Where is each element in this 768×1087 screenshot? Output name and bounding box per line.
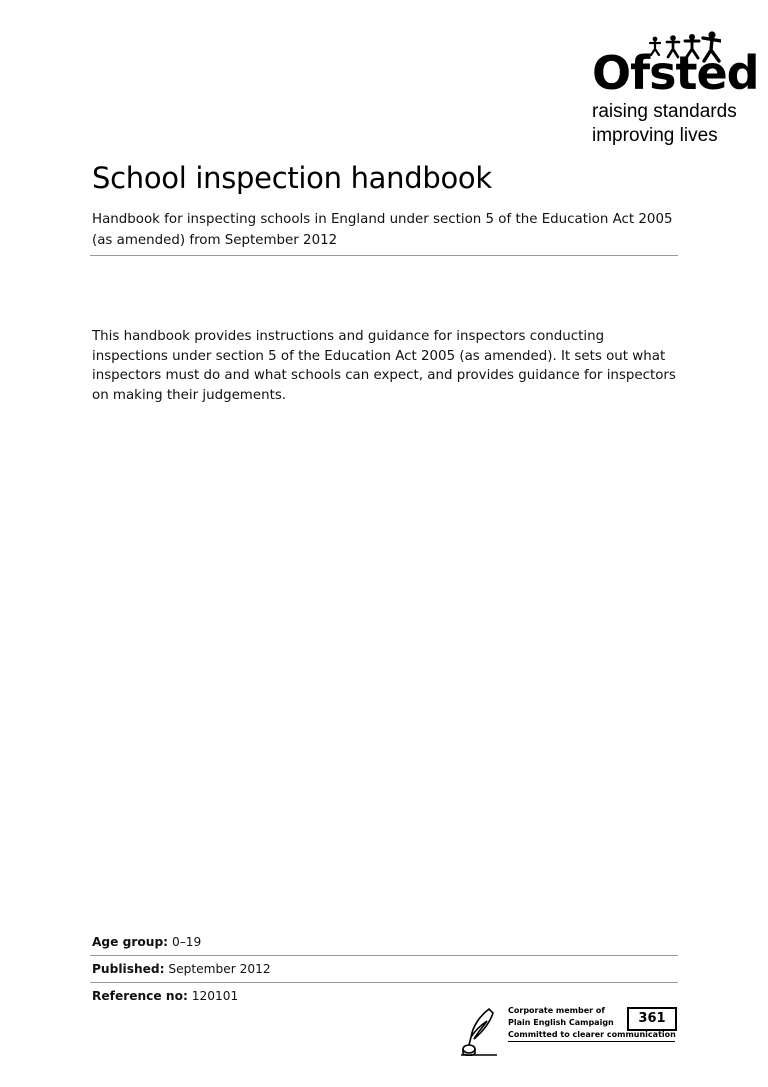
reference-value: 120101: [191, 989, 239, 1003]
published-value: September 2012: [168, 962, 271, 976]
age-group-label: Age group:: [92, 935, 169, 949]
age-group-value: 0–19: [171, 935, 202, 949]
pec-line1: Corporate member of: [508, 1006, 605, 1015]
pec-line3: Committed to clearer communication: [508, 1030, 676, 1039]
intro-paragraph: This handbook provides instructions and guidance for inspectors conducting inspections under section 5 of the Education Act 2005 (as amended). It sets out what inspectors must do and what schools can expect, and provides guidance for inspectors on making their judgements.: [92, 329, 676, 403]
document-title: School inspection handbook: [92, 161, 492, 195]
meta-divider-1: [90, 955, 678, 956]
pec-line2: Plain English Campaign: [508, 1018, 614, 1027]
reference-row: [92, 990, 238, 1002]
ofsted-logo: [589, 30, 759, 150]
document-subtitle: Handbook for inspecting schools in England under section 5 of the Education Act 2005 (as amended) from September 2012: [92, 212, 673, 248]
logo-tagline-line1: raising standards: [592, 101, 737, 122]
quill-icon: [459, 1007, 499, 1057]
age-group-row: [92, 936, 201, 948]
plain-english-campaign-badge: [459, 1001, 679, 1063]
pec-member-number: 361: [627, 1007, 677, 1031]
pec-underline: [508, 1041, 675, 1042]
title-divider: [90, 255, 678, 256]
published-row: [92, 963, 271, 975]
reference-label: Reference no:: [92, 989, 188, 1003]
ofsted-wordmark: Ofsted: [592, 46, 759, 100]
published-label: Published:: [92, 962, 165, 976]
meta-divider-2: [90, 982, 678, 983]
logo-tagline-line2: improving lives: [592, 125, 718, 146]
